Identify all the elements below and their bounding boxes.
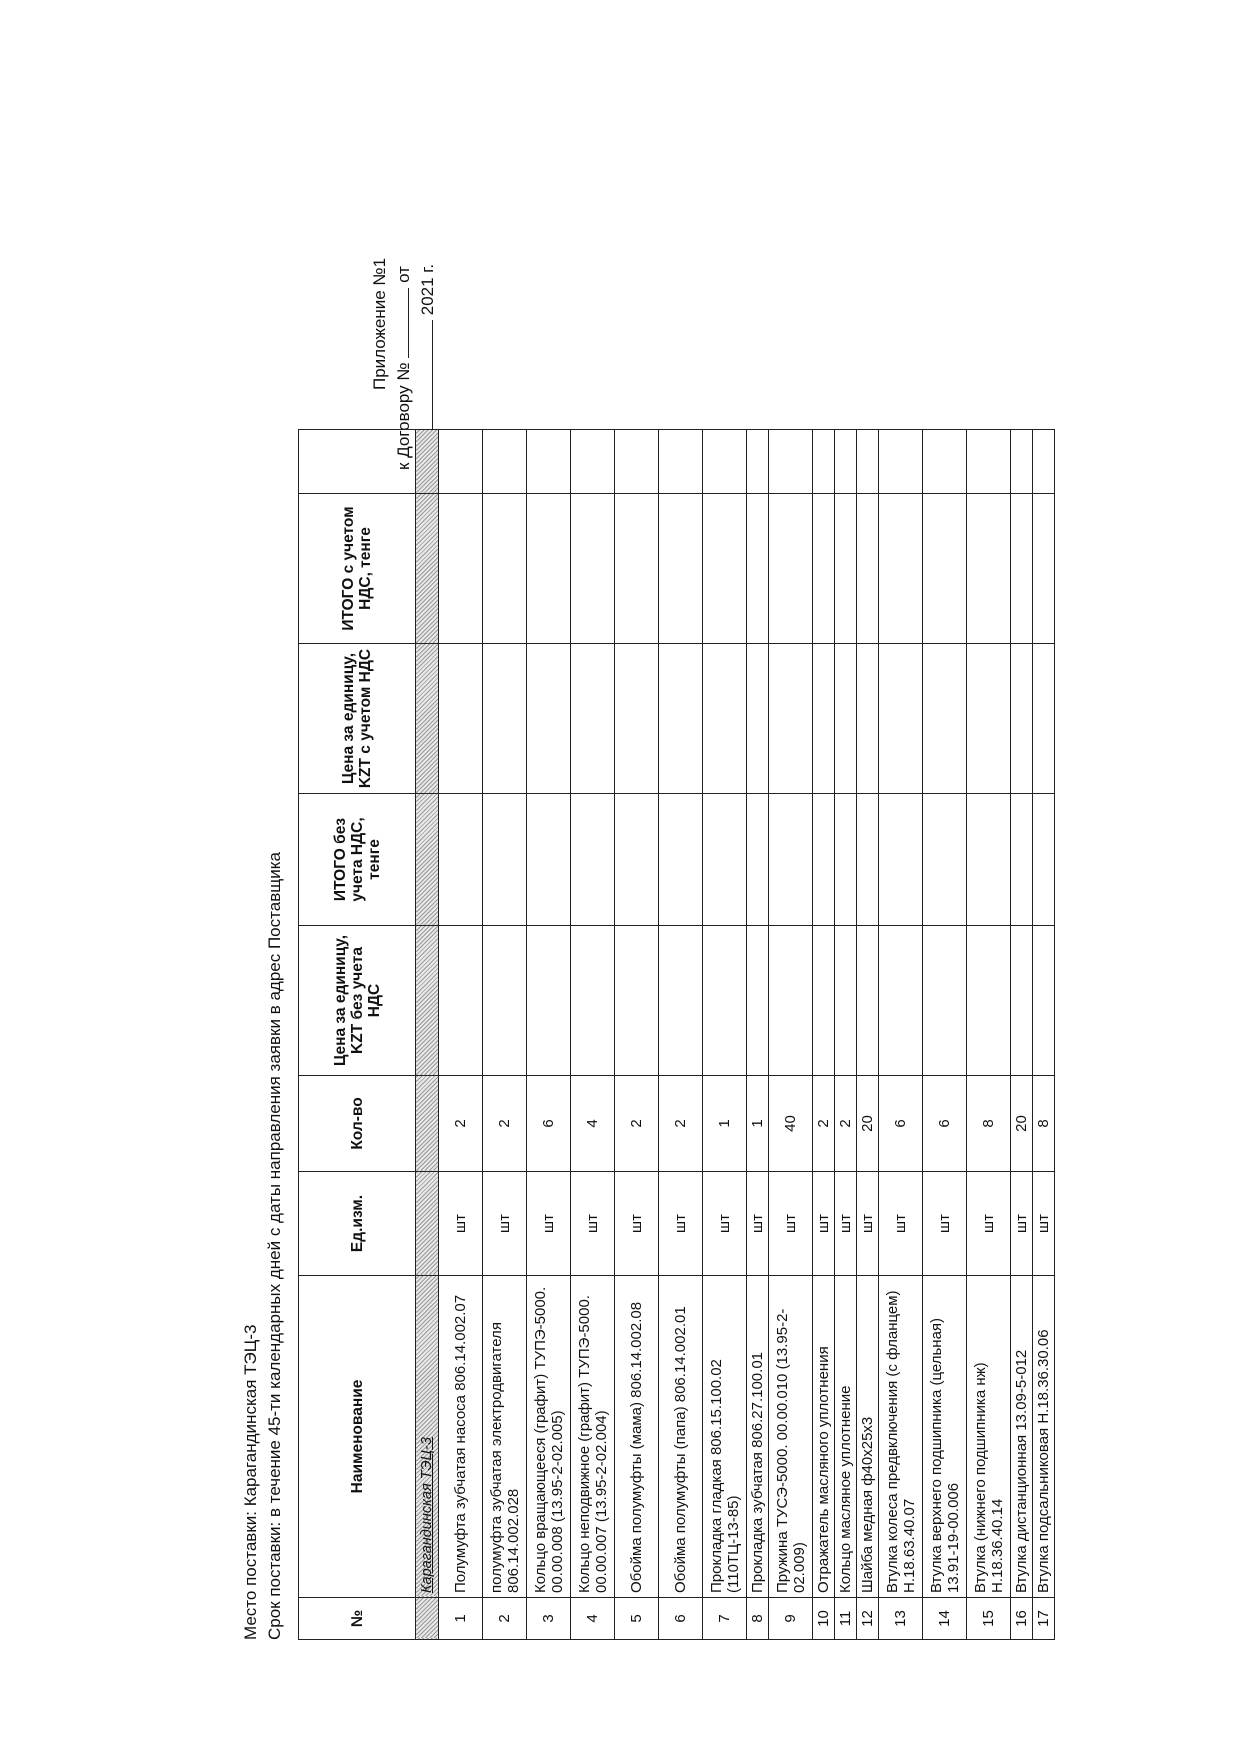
section-cell bbox=[416, 1172, 439, 1276]
row-unit: шт bbox=[1011, 1172, 1033, 1276]
row-price-vat bbox=[857, 644, 879, 794]
row-price-vat bbox=[923, 644, 967, 794]
row-price-no-vat bbox=[659, 926, 703, 1076]
row-num: 4 bbox=[571, 1598, 615, 1640]
row-unit: шт bbox=[813, 1172, 835, 1276]
row-num: 11 bbox=[835, 1598, 857, 1640]
row-price-no-vat bbox=[923, 926, 967, 1076]
delivery-term: Срок поставки: в течение 45-ти календарных дней с даты направления заявки в адрес Поставщика bbox=[265, 852, 284, 1640]
row-price-no-vat bbox=[769, 926, 813, 1076]
section-row bbox=[416, 430, 439, 1640]
row-extra bbox=[1011, 430, 1033, 494]
row-name: полумуфта зубчатая электродвигателя 806.14.002.028 bbox=[483, 1276, 527, 1598]
row-num: 15 bbox=[967, 1598, 1011, 1640]
row-total-no-vat bbox=[813, 794, 835, 926]
row-unit: шт bbox=[703, 1172, 747, 1276]
row-unit: шт bbox=[747, 1172, 769, 1276]
header-qty: Кол-во bbox=[299, 1076, 416, 1172]
section-cell bbox=[416, 430, 439, 494]
header-extra bbox=[299, 430, 416, 494]
row-qty: 2 bbox=[483, 1076, 527, 1172]
row-total-vat bbox=[527, 494, 571, 644]
table-row bbox=[615, 430, 659, 1640]
row-num: 8 bbox=[747, 1598, 769, 1640]
row-price-vat bbox=[483, 644, 527, 794]
row-total-vat bbox=[967, 494, 1011, 644]
table-row bbox=[813, 430, 835, 1640]
row-price-no-vat bbox=[527, 926, 571, 1076]
row-total-vat bbox=[615, 494, 659, 644]
row-name: Прокладка зубчатая 806.27.100.01 bbox=[747, 1276, 769, 1598]
row-total-no-vat bbox=[857, 794, 879, 926]
row-total-vat bbox=[923, 494, 967, 644]
row-total-vat bbox=[857, 494, 879, 644]
row-qty: 6 bbox=[527, 1076, 571, 1172]
row-name: Пружина ТУСЭ-5000. 00.00.010 (13.95-2-02.009) bbox=[769, 1276, 813, 1598]
row-num: 9 bbox=[769, 1598, 813, 1640]
row-name: Втулка подсальниковая Н.18.36.30.06 bbox=[1033, 1276, 1055, 1598]
row-price-no-vat bbox=[857, 926, 879, 1076]
row-num: 3 bbox=[527, 1598, 571, 1640]
table-row bbox=[879, 430, 923, 1640]
row-qty: 6 bbox=[879, 1076, 923, 1172]
row-extra bbox=[879, 430, 923, 494]
row-total-no-vat bbox=[835, 794, 857, 926]
row-qty: 20 bbox=[1011, 1076, 1033, 1172]
row-total-no-vat bbox=[483, 794, 527, 926]
row-qty: 1 bbox=[747, 1076, 769, 1172]
row-name: Обойма полумуфты (мама) 806.14.002.08 bbox=[615, 1276, 659, 1598]
table-row bbox=[659, 430, 703, 1640]
table-row bbox=[747, 430, 769, 1640]
row-extra bbox=[835, 430, 857, 494]
items-table bbox=[298, 429, 1055, 1640]
row-unit: шт bbox=[659, 1172, 703, 1276]
row-num: 10 bbox=[813, 1598, 835, 1640]
table-row bbox=[439, 430, 483, 1640]
row-unit: шт bbox=[571, 1172, 615, 1276]
row-extra bbox=[571, 430, 615, 494]
row-total-no-vat bbox=[879, 794, 923, 926]
row-extra bbox=[439, 430, 483, 494]
row-num: 14 bbox=[923, 1598, 967, 1640]
table-row bbox=[1011, 430, 1033, 1640]
row-price-no-vat bbox=[1033, 926, 1055, 1076]
section-label: Карагандинская ТЭЦ-3 bbox=[416, 1276, 439, 1598]
row-unit: шт bbox=[835, 1172, 857, 1276]
section-cell bbox=[416, 926, 439, 1076]
row-name: Кольцо неподвижное (графит) ТУПЭ-5000. 00.00.007 (13.95-2-02.004) bbox=[571, 1276, 615, 1598]
row-unit: шт bbox=[967, 1172, 1011, 1276]
row-qty: 2 bbox=[615, 1076, 659, 1172]
row-total-vat bbox=[769, 494, 813, 644]
header-total-no-vat: ИТОГО без учета НДС, тенге bbox=[299, 794, 416, 926]
table-row bbox=[571, 430, 615, 1640]
row-name: Отражатель масляного уплотнения bbox=[813, 1276, 835, 1598]
row-total-vat bbox=[1011, 494, 1033, 644]
row-qty: 2 bbox=[659, 1076, 703, 1172]
table-row bbox=[923, 430, 967, 1640]
row-qty: 2 bbox=[439, 1076, 483, 1172]
row-total-vat bbox=[813, 494, 835, 644]
row-extra bbox=[615, 430, 659, 494]
table-row bbox=[967, 430, 1011, 1640]
row-total-no-vat bbox=[967, 794, 1011, 926]
row-price-no-vat bbox=[1011, 926, 1033, 1076]
annex-year: 2021 г. bbox=[418, 263, 437, 316]
section-cell bbox=[416, 494, 439, 644]
row-name: Прокладка гладкая 806.15.100.02 (110ТЦ-13-85) bbox=[703, 1276, 747, 1598]
row-extra bbox=[659, 430, 703, 494]
row-price-vat bbox=[1011, 644, 1033, 794]
row-name: Кольцо вращающееся (графит) ТУПЭ-5000. 00.00.008 (13.95-2-02.005) bbox=[527, 1276, 571, 1598]
row-name: Кольцо масляное уплотнение bbox=[835, 1276, 857, 1598]
row-qty: 8 bbox=[967, 1076, 1011, 1172]
row-price-vat bbox=[527, 644, 571, 794]
row-price-no-vat bbox=[483, 926, 527, 1076]
row-total-no-vat bbox=[1033, 794, 1055, 926]
row-price-vat bbox=[835, 644, 857, 794]
row-num: 7 bbox=[703, 1598, 747, 1640]
row-name: Втулка колеса предвключения (с фланцем) Н.18.63.40.07 bbox=[879, 1276, 923, 1598]
row-price-vat bbox=[1033, 644, 1055, 794]
row-unit: шт bbox=[857, 1172, 879, 1276]
row-qty: 1 bbox=[703, 1076, 747, 1172]
row-name: Шайба медная ф40х25х3 bbox=[857, 1276, 879, 1598]
row-name: Полумуфта зубчатая насоса 806.14.002.07 bbox=[439, 1276, 483, 1598]
row-qty: 40 bbox=[769, 1076, 813, 1172]
row-name: Втулка (нижнего подшипника нж) Н.18.36.40.14 bbox=[967, 1276, 1011, 1598]
row-price-vat bbox=[747, 644, 769, 794]
row-num: 2 bbox=[483, 1598, 527, 1640]
row-total-vat bbox=[879, 494, 923, 644]
row-unit: шт bbox=[483, 1172, 527, 1276]
row-total-no-vat bbox=[571, 794, 615, 926]
row-qty: 2 bbox=[813, 1076, 835, 1172]
row-total-vat bbox=[703, 494, 747, 644]
row-price-vat bbox=[967, 644, 1011, 794]
row-price-no-vat bbox=[813, 926, 835, 1076]
row-price-no-vat bbox=[571, 926, 615, 1076]
table-row bbox=[483, 430, 527, 1640]
row-total-vat bbox=[439, 494, 483, 644]
row-total-no-vat bbox=[659, 794, 703, 926]
row-unit: шт bbox=[1033, 1172, 1055, 1276]
row-num: 6 bbox=[659, 1598, 703, 1640]
row-price-vat bbox=[571, 644, 615, 794]
row-extra bbox=[483, 430, 527, 494]
row-unit: шт bbox=[527, 1172, 571, 1276]
row-price-vat bbox=[769, 644, 813, 794]
rotated-sheet bbox=[240, 100, 1120, 1640]
row-total-vat bbox=[483, 494, 527, 644]
row-unit: шт bbox=[923, 1172, 967, 1276]
row-total-no-vat bbox=[747, 794, 769, 926]
header-price-no-vat: Цена за единицу, KZT без учета НДС bbox=[299, 926, 416, 1076]
row-num: 5 bbox=[615, 1598, 659, 1640]
table-row bbox=[703, 430, 747, 1640]
header-num: № bbox=[299, 1598, 416, 1640]
row-extra bbox=[967, 430, 1011, 494]
row-extra bbox=[923, 430, 967, 494]
contract-number-blank bbox=[408, 288, 409, 358]
row-extra bbox=[703, 430, 747, 494]
row-total-no-vat bbox=[615, 794, 659, 926]
row-extra bbox=[857, 430, 879, 494]
row-price-no-vat bbox=[967, 926, 1011, 1076]
row-total-no-vat bbox=[703, 794, 747, 926]
table-row bbox=[527, 430, 571, 1640]
row-total-vat bbox=[835, 494, 857, 644]
row-total-vat bbox=[571, 494, 615, 644]
header-price-vat: Цена за единицу, KZT с учетом НДС bbox=[299, 644, 416, 794]
row-unit: шт bbox=[615, 1172, 659, 1276]
row-total-no-vat bbox=[923, 794, 967, 926]
row-num: 1 bbox=[439, 1598, 483, 1640]
row-qty: 20 bbox=[857, 1076, 879, 1172]
row-price-vat bbox=[703, 644, 747, 794]
row-extra bbox=[527, 430, 571, 494]
header-name: Наименование bbox=[299, 1276, 416, 1598]
annex-contract-prefix: к Договору № bbox=[394, 362, 413, 470]
row-price-vat bbox=[879, 644, 923, 794]
row-total-vat bbox=[1033, 494, 1055, 644]
section-cell bbox=[416, 644, 439, 794]
table-row bbox=[769, 430, 813, 1640]
row-qty: 2 bbox=[835, 1076, 857, 1172]
row-extra bbox=[769, 430, 813, 494]
table-row bbox=[835, 430, 857, 1640]
row-total-vat bbox=[747, 494, 769, 644]
row-unit: шт bbox=[879, 1172, 923, 1276]
row-name: Обойма полумуфты (папа) 806.14.002.01 bbox=[659, 1276, 703, 1598]
section-cell-num bbox=[416, 1598, 439, 1640]
row-total-no-vat bbox=[527, 794, 571, 926]
header-total-vat: ИТОГО с учетом НДС, тенге bbox=[299, 494, 416, 644]
row-total-vat bbox=[659, 494, 703, 644]
header-unit: Ед.изм. bbox=[299, 1172, 416, 1276]
row-extra bbox=[1033, 430, 1055, 494]
row-num: 17 bbox=[1033, 1598, 1055, 1640]
row-price-no-vat bbox=[879, 926, 923, 1076]
row-num: 12 bbox=[857, 1598, 879, 1640]
row-qty: 8 bbox=[1033, 1076, 1055, 1172]
annex-from-word: от bbox=[394, 266, 413, 283]
table-row bbox=[1033, 430, 1055, 1640]
row-price-no-vat bbox=[615, 926, 659, 1076]
table-row bbox=[857, 430, 879, 1640]
annex-title: Приложение №1 bbox=[370, 257, 389, 390]
row-extra bbox=[813, 430, 835, 494]
row-total-no-vat bbox=[1011, 794, 1033, 926]
row-unit: шт bbox=[769, 1172, 813, 1276]
row-price-vat bbox=[813, 644, 835, 794]
row-qty: 4 bbox=[571, 1076, 615, 1172]
row-price-no-vat bbox=[747, 926, 769, 1076]
row-qty: 6 bbox=[923, 1076, 967, 1172]
row-num: 16 bbox=[1011, 1598, 1033, 1640]
section-cell bbox=[416, 1076, 439, 1172]
section-cell bbox=[416, 794, 439, 926]
row-num: 13 bbox=[879, 1598, 923, 1640]
row-name: Втулка дистанционная 13.09-5-012 bbox=[1011, 1276, 1033, 1598]
row-total-no-vat bbox=[769, 794, 813, 926]
row-price-no-vat bbox=[835, 926, 857, 1076]
row-extra bbox=[747, 430, 769, 494]
row-price-vat bbox=[615, 644, 659, 794]
row-price-no-vat bbox=[703, 926, 747, 1076]
row-total-no-vat bbox=[439, 794, 483, 926]
row-price-vat bbox=[659, 644, 703, 794]
table-header-row bbox=[299, 430, 416, 1640]
row-name: Втулка верхнего подшипника (цельная) 13.91-19-00.006 bbox=[923, 1276, 967, 1598]
delivery-place: Место поставки: Карагандинская ТЭЦ-3 bbox=[241, 1324, 260, 1640]
row-price-vat bbox=[439, 644, 483, 794]
row-unit: шт bbox=[439, 1172, 483, 1276]
row-price-no-vat bbox=[439, 926, 483, 1076]
